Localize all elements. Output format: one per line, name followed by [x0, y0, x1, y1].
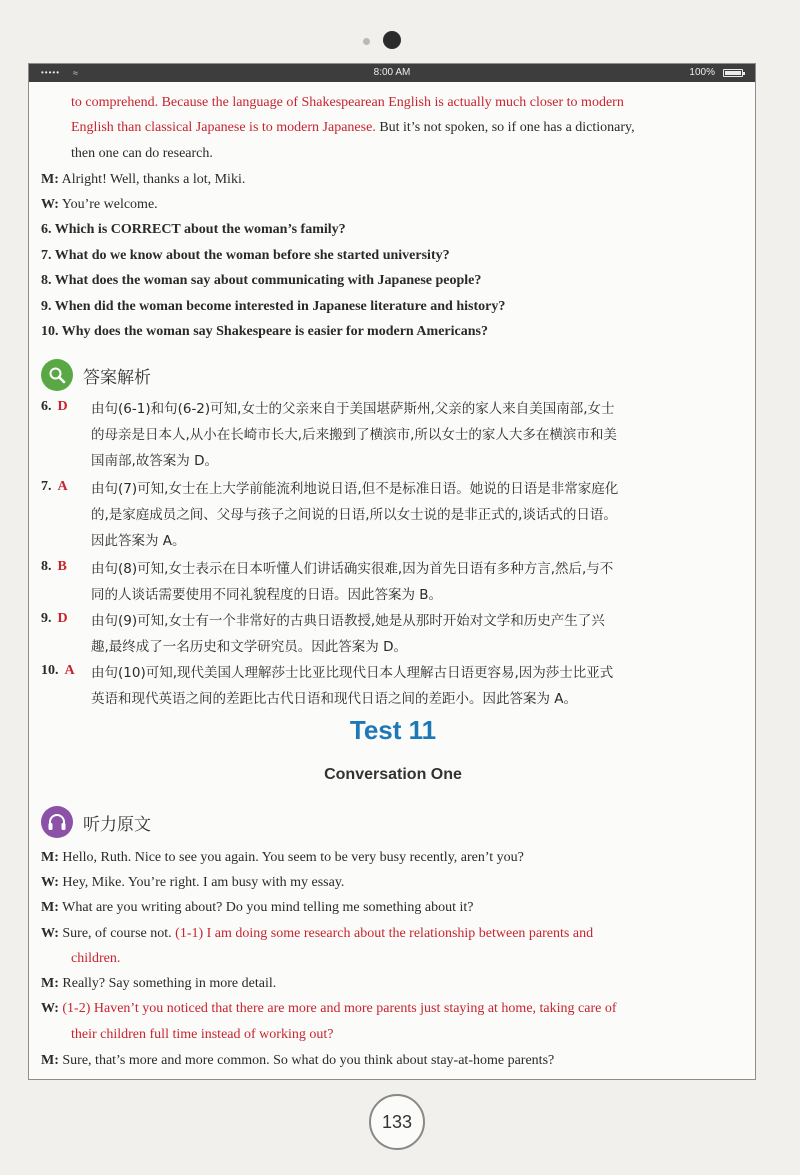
answer-section-header	[41, 358, 151, 392]
battery-fill	[725, 71, 741, 75]
answer-key: 9. D	[41, 611, 68, 626]
tablet-screen	[28, 63, 756, 1080]
paragraph-line: to comprehend. Because the language of Shakespearean English is actually much closer to modern	[71, 95, 624, 110]
transcript-line: M: Really? Say something in more detail.	[41, 976, 277, 991]
transcript-line: W: Hey, Mike. You’re right. I am busy with my essay.	[41, 875, 345, 890]
camera-lens	[383, 31, 401, 49]
device-camera	[0, 30, 800, 50]
conversation-title: Conversation One	[324, 766, 462, 783]
transcript-section-header	[41, 805, 151, 839]
dialogue-line: W: You’re welcome.	[41, 197, 158, 212]
question-item: 8. What does the woman say about communicating with Japanese people?	[41, 273, 482, 288]
test-title: Test 11	[349, 715, 437, 745]
paragraph-line: English than classical Japanese is to modern Japanese. But it’s not spoken, so if one has a dictionary,	[71, 120, 635, 135]
sensor-dot	[363, 38, 370, 45]
question-item: 9. When did the woman become interested in Japanese literature and history?	[41, 299, 506, 314]
question-item: 10. Why does the woman say Shakespeare is easier for modern Americans?	[41, 324, 488, 339]
status-bar	[29, 64, 755, 82]
answer-key: 8. B	[41, 559, 67, 574]
status-time: 8:00 AM	[373, 67, 411, 78]
question-item: 7. What do we know about the woman before she started university?	[41, 248, 450, 263]
transcript-line: W: (1-2) Haven’t you noticed that there are more and more parents just staying at home, taking care of	[41, 1001, 617, 1016]
battery-label: 100%	[689, 67, 715, 78]
answer-key: 10. A	[41, 663, 75, 678]
answer-explanation: 由句(7)可知,女士在上大学前能流利地说日语,但不是标准日语。她说的日语是非常家庭化 的,是家庭成员之间、父母与孩子之间说的日语,所以女士说的是非正式的,谈话式的日语。 因此答案为 A。	[91, 481, 619, 549]
transcript-line: M: Sure, that’s more and more common. So what do you think about stay-at-home parents?	[41, 1053, 555, 1068]
page-number: 133	[369, 1094, 425, 1150]
paragraph-line: then one can do research.	[71, 146, 213, 161]
answer-explanation: 由句(6-1)和句(6-2)可知,女士的父亲来自于美国堪萨斯州,父亲的家人来自美国南部,女士 的母亲是日本人,从小在长崎市长大,后来搬到了横滨市,所以女士的家人大多在横滨市和美 国南部,故答案为 D。	[91, 401, 617, 469]
transcript-line: M: What are you writing about? Do you mind telling me something about it?	[41, 900, 474, 915]
signal-icon: •••••	[41, 68, 61, 77]
dialogue-line: M: Alright! Well, thanks a lot, Miki.	[41, 172, 246, 187]
transcript-line: W: Sure, of course not. (1-1) I am doing some research about the relationship between parents and	[41, 926, 594, 941]
answer-explanation: 由句(10)可知,现代美国人理解莎士比亚比现代日本人理解古日语更容易,因为莎士比亚式 英语和现代英语之间的差距比古代日语和现代日语之间的差距小。因此答案为 A。	[91, 665, 614, 707]
question-item: 6. Which is CORRECT about the woman’s family?	[41, 222, 346, 237]
headphones-icon	[41, 806, 73, 838]
answer-key: 7. A	[41, 479, 68, 494]
magnifier-icon	[41, 359, 73, 391]
answer-explanation: 由句(8)可知,女士表示在日本听懂人们讲话确实很难,因为首先日语有多种方言,然后,与不 同的人谈话需要使用不同礼貌程度的日语。因此答案为 B。	[91, 561, 614, 603]
answer-key: 6. D	[41, 399, 68, 414]
answer-section-title: 答案解析	[83, 367, 151, 388]
transcript-section-title: 听力原文	[83, 814, 151, 835]
answer-explanation: 由句(9)可知,女士有一个非常好的古典日语教授,她是从那时开始对文学和历史产生了兴 趣,最终成了一名历史和文学研究员。因此答案为 D。	[91, 613, 605, 655]
transcript-line: M: Hello, Ruth. Nice to see you again. You seem to be very busy recently, aren’t you?	[41, 850, 524, 865]
transcript-line: children.	[71, 951, 121, 966]
battery-icon	[723, 69, 743, 77]
wifi-icon: ≈	[73, 68, 78, 78]
transcript-line: their children full time instead of working out?	[71, 1027, 334, 1042]
